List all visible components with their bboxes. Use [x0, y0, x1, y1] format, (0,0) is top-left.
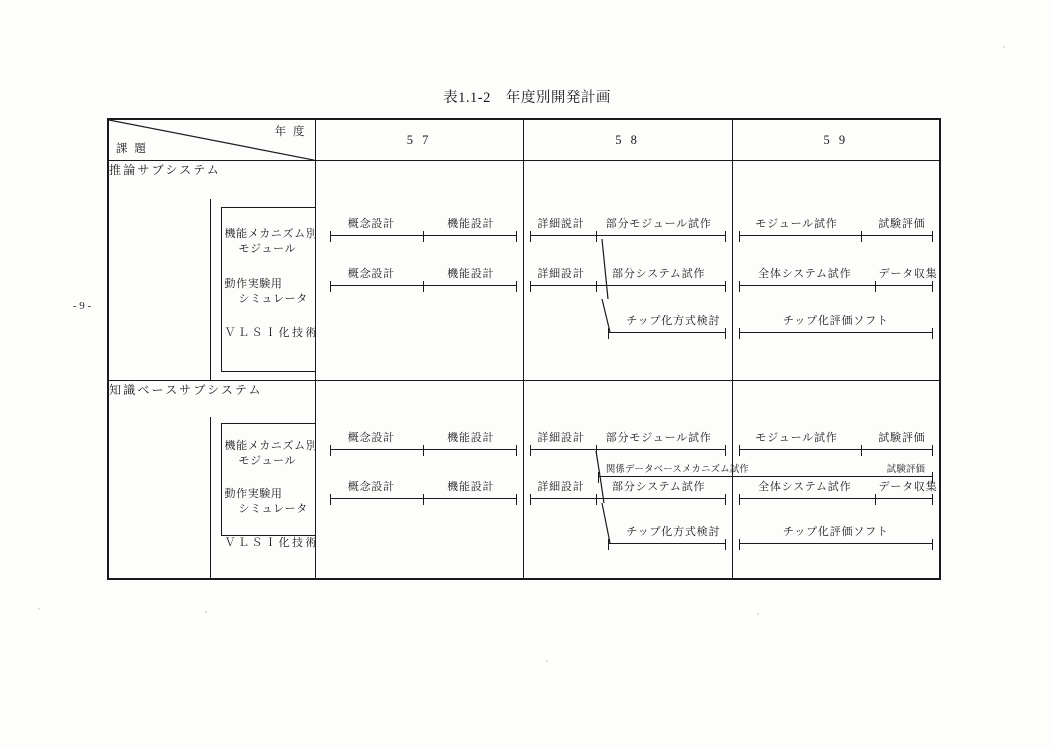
label-s2r3-c3: チップ化評価ソフト [782, 526, 889, 539]
section1-gantt-58 [523, 199, 732, 380]
label-s2r2-c2-right: 部分システム試作 [612, 481, 706, 494]
bar-s1r2-c1 [330, 285, 517, 286]
scan-speck [546, 660, 548, 662]
section1-title-gantt-59 [732, 161, 940, 200]
label-s2r1-c2-left: 詳細設計 [537, 432, 585, 445]
section2-row1-label: 機能メカニズム別 モジュール [224, 440, 318, 468]
label-s1r1-c1-right: 機能設計 [447, 218, 495, 231]
section2-gantt-58 [523, 417, 749, 579]
label-s2r1-c1-left: 概念設計 [347, 432, 395, 445]
section2-title-row [108, 381, 940, 418]
connector-line-section2 [524, 443, 732, 551]
bar-s2r1-c1 [330, 449, 517, 450]
table-header-row [108, 119, 940, 161]
section2-title-gantt-57 [315, 381, 523, 418]
label-s1r2-c3-left: 全体システム試作 [758, 268, 852, 281]
bar-s1r1-c3 [739, 235, 934, 236]
bar-s1r1-c1 [330, 235, 517, 236]
section1-gantt-59 [732, 199, 940, 380]
section2-title: 知識ベースサブシステム [108, 381, 315, 418]
section2-spacer-cell [108, 417, 210, 579]
section1-row1-label: 機能メカニズム別 モジュール [224, 228, 318, 256]
section1-title-gantt-58 [523, 161, 732, 200]
section2-gantt-59 [732, 417, 940, 579]
label-s2r2-c2-left: 詳細設計 [537, 481, 585, 494]
section2-title-gantt-59 [732, 381, 940, 418]
label-s1r1-c2-left: 詳細説計 [537, 218, 585, 231]
scan-speck [205, 611, 207, 613]
scan-speck [757, 613, 759, 615]
header-year-57: 5 7 [315, 119, 523, 161]
label-s2r2-c3-left: 全体システム試作 [758, 481, 852, 494]
header-task-label: 課 題 [116, 143, 148, 156]
label-s1r1-c2-right: 部分モジュール試作 [605, 218, 712, 231]
development-schedule-table [107, 118, 939, 580]
label-s1r1-c1-left: 概念設計 [347, 218, 395, 231]
label-s2r1-c3-left: モジュール試作 [755, 432, 838, 445]
section1-spacer-cell [108, 199, 210, 380]
section1-row2-label: 動作実験用 シミュレータ [224, 278, 308, 306]
label-s1r3-c2: チップ化方式検討 [626, 315, 721, 328]
label-s2r1-c1-right: 機能設計 [447, 432, 495, 445]
label-s1r2-c1-right: 機能設計 [447, 268, 495, 281]
section2-row3-label: ＶＬＳＩ化技術 [224, 537, 319, 550]
bar-s2r1-c3 [739, 449, 934, 450]
label-s1r2-c3-right: データ収集 [878, 268, 938, 281]
section2-subrow-labels [210, 417, 319, 579]
scan-speck [38, 608, 40, 610]
header-year-59: 5 9 [732, 119, 940, 161]
section1-subrow-labels [210, 199, 319, 380]
label-s2r1-c2-right: 部分モジュール試作 [605, 432, 712, 445]
label-s1r2-c2-right: 部分システム試作 [612, 268, 706, 281]
bar-s1r3-c3 [739, 332, 934, 333]
connector-line-section1 [524, 229, 732, 339]
bar-s2r3-c3 [739, 543, 934, 544]
header-year-58: 5 8 [523, 119, 732, 161]
section1-title-row [108, 161, 940, 200]
section1-body-row [108, 199, 940, 380]
page-title: 表1.1-2 年度別開発計画 [443, 90, 611, 106]
bar-s1r2-c3 [739, 285, 934, 286]
section2-row2-label: 動作実験用 シミュレータ [224, 488, 308, 516]
header-year-label: 年 度 [274, 126, 307, 138]
bar-s2r2-c1 [330, 498, 517, 499]
header-corner-cell [108, 119, 315, 161]
label-s2r3-c2: チップ化方式検討 [626, 526, 721, 539]
section2-body-row [108, 417, 940, 579]
label-s2-extra-right: 試験評価 [886, 465, 926, 476]
bar-s2r2-c3 [739, 498, 934, 499]
label-s1r1-c3-left: モジュール試作 [755, 218, 838, 231]
section1-row3-label: ＶＬＳＩ化技術 [224, 327, 319, 340]
label-s1r2-c1-left: 概念設計 [347, 268, 395, 281]
page-number: - 9 - [72, 300, 92, 312]
label-s2r2-c3-right: データ収集 [878, 481, 938, 494]
label-s2-extra-left: 関係データベースメカニズム試作 [605, 465, 749, 476]
section1-title-gantt-57 [315, 161, 523, 200]
bar-s2-extra-c3 [732, 476, 934, 477]
label-s2r1-c3-right: 試験評価 [878, 432, 926, 445]
label-s2r2-c1-right: 機能設計 [447, 481, 495, 494]
label-s1r2-c2-left: 詳細設計 [537, 268, 585, 281]
section2-title-gantt-58 [523, 381, 732, 418]
label-s1r1-c3-right: 試験評価 [878, 218, 926, 231]
section2-gantt-57 [315, 417, 523, 579]
label-s1r3-c3: チップ化評価ソフト [782, 315, 889, 328]
scan-speck [1003, 46, 1005, 48]
section1-gantt-57 [315, 199, 523, 380]
label-s2r2-c1-left: 概念設計 [347, 481, 395, 494]
section1-title: 推論サブシステム [108, 161, 315, 200]
